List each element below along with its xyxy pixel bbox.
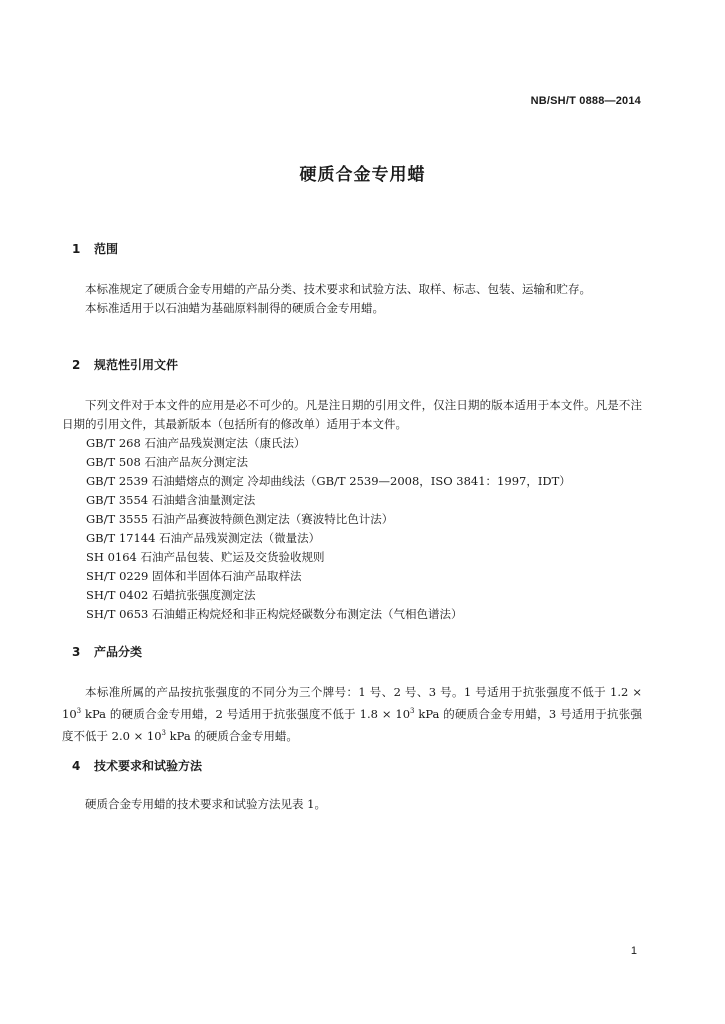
reference-item: SH/T 0229 固体和半固体石油产品取样法 (86, 569, 302, 583)
reference-item: GB/T 508 石油产品灰分测定法 (86, 455, 248, 469)
section-number: 4 (72, 759, 81, 773)
section-normative-references (62, 356, 642, 624)
section-heading (62, 356, 642, 374)
section-heading (62, 643, 642, 661)
reference-item: GB/T 268 石油产品残炭测定法（康氏法） (86, 436, 306, 450)
section-product-classification (62, 643, 642, 746)
text-run: 本标准所属的产品按抗张强度的不同分为三个牌号：1 号、2 号、3 号。1 号适用于抗张强度不低于 1.2 × 10 (62, 685, 642, 721)
reference-item: GB/T 17144 石油产品残炭测定法（微量法） (86, 531, 321, 545)
superscript: 3 (161, 728, 166, 737)
document-title: 硬质合金专用蜡 (299, 165, 426, 185)
text-run: kPa 的硬质合金专用蜡。 (166, 728, 298, 743)
section-number: 2 (72, 358, 81, 372)
standard-code: NB/SH/T 0888—2014 (530, 95, 641, 107)
paragraph: 硬质合金专用蜡的技术要求和试验方法见表 1。 (85, 797, 326, 811)
superscript: 3 (76, 707, 82, 715)
text-run: kPa 的硬质合金专用蜡，2 号适用于抗张强度不低于 1.8 × 10 (81, 706, 411, 721)
paragraph: 本标准适用于以石油蜡为基础原料制得的硬质合金专用蜡。 (85, 301, 384, 315)
section-heading (62, 240, 642, 258)
reference-list (62, 434, 642, 624)
reference-item: GB/T 3554 石油蜡含油量测定法 (86, 493, 256, 507)
section-title: 范围 (94, 242, 119, 256)
paragraph (62, 683, 642, 746)
section-number: 1 (72, 242, 81, 256)
paragraph: 下列文件对于本文件的应用是必不可少的。凡是注日期的引用文件，仅注日期的版本适用于本文件。凡是不注日期的引用文件，其最新版本（包括所有的修改单）适用于本文件。 (62, 398, 642, 431)
page-number: 1 (630, 945, 637, 957)
reference-item: GB/T 2539 石油蜡熔点的测定 冷却曲线法（GB/T 2539—2008，ISO 3841：1997，IDT） (86, 474, 571, 488)
reference-item: SH/T 0653 石油蜡正构烷烃和非正构烷烃碳数分布测定法（气相色谱法） (86, 607, 463, 621)
reference-item: SH 0164 石油产品包装、贮运及交货验收规则 (86, 550, 325, 564)
section-title: 产品分类 (94, 645, 143, 659)
section-technical-requirements (62, 757, 642, 814)
paragraph: 本标准规定了硬质合金专用蜡的产品分类、技术要求和试验方法、取样、标志、包装、运输和贮存。 (85, 282, 591, 296)
reference-item: GB/T 3555 石油产品赛波特颜色测定法（赛波特比色计法） (86, 512, 394, 526)
text-run: kPa 的硬质合金专用蜡，3 号适用于抗张强度不低于 2.0 × 10 (62, 706, 642, 743)
section-number: 3 (72, 645, 81, 659)
reference-item: SH/T 0402 石蜡抗张强度测定法 (86, 588, 256, 602)
section-heading (62, 757, 642, 775)
superscript: 3 (410, 707, 415, 715)
section-title: 规范性引用文件 (94, 358, 179, 372)
section-scope (62, 240, 642, 318)
section-title: 技术要求和试验方法 (94, 759, 203, 773)
